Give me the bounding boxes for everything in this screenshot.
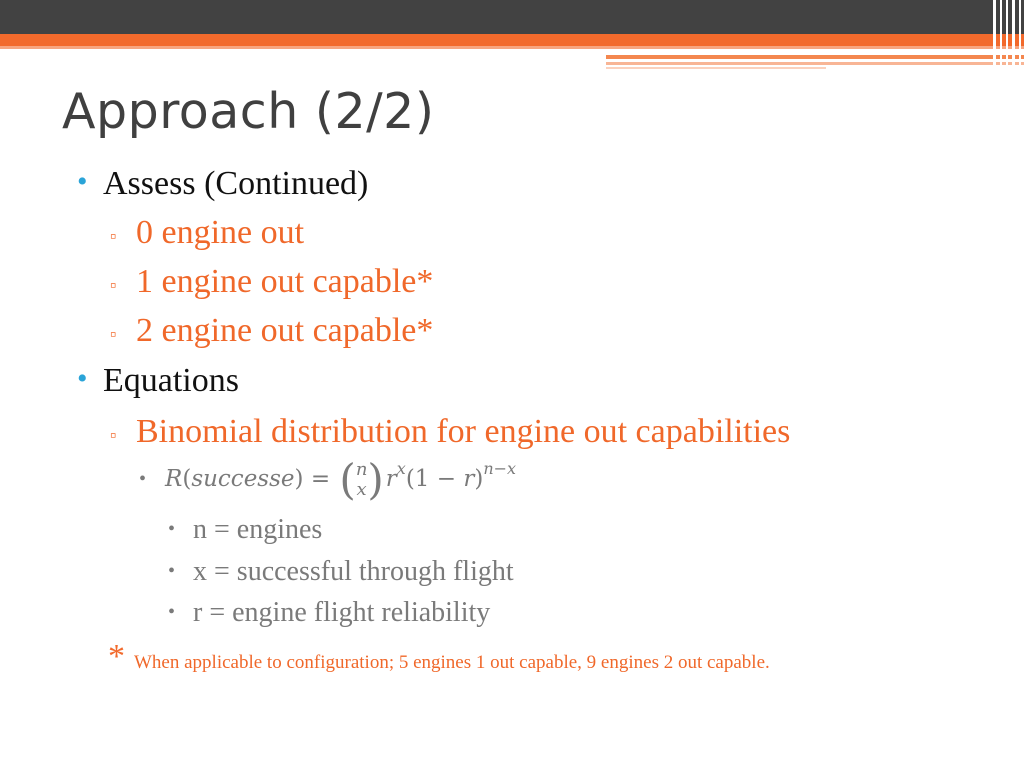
sub-bullet-text: 2 engine out capable* bbox=[136, 312, 434, 349]
sub-bullet-square: ▫ bbox=[110, 226, 117, 246]
header-stripe bbox=[1012, 0, 1015, 70]
equation-bullet: • bbox=[139, 468, 147, 490]
header-stripe bbox=[1000, 0, 1002, 70]
header-stripe bbox=[993, 0, 996, 70]
header-orange-band bbox=[0, 34, 1024, 46]
equation-base: r bbox=[385, 466, 397, 492]
binomial-equation: R(successe) = ( n x )$r^x(1 - r)^{n-x}$ bbox=[165, 455, 517, 504]
sub-bullet-square: ▫ bbox=[110, 324, 117, 344]
equation-factor-var: r bbox=[463, 466, 475, 492]
header-orange-thin-line bbox=[0, 46, 1024, 49]
bullet-dot: • bbox=[77, 165, 88, 198]
binomial-coefficient: ( n x ) bbox=[339, 455, 384, 504]
sub-bullet-text: 0 engine out bbox=[136, 214, 305, 251]
equation-argument: successe bbox=[191, 466, 295, 492]
header-stripe bbox=[1006, 0, 1008, 70]
bullet-dot: • bbox=[77, 362, 88, 395]
header-stripe bbox=[1019, 0, 1021, 70]
equation-function: R bbox=[165, 466, 183, 492]
binom-top: n bbox=[355, 459, 368, 480]
equation-equals: = bbox=[310, 466, 331, 492]
equation-exponent: n−x bbox=[483, 459, 517, 478]
header-accent-line bbox=[606, 62, 1024, 65]
sub-bullet-square: ▫ bbox=[110, 275, 117, 295]
header-dark-bar bbox=[0, 0, 1024, 34]
footnote-asterisk: * bbox=[108, 638, 125, 675]
sub-bullet-text: 1 engine out capable* bbox=[136, 263, 434, 300]
footnote-text: When applicable to configuration; 5 engines 1 out capable, 9 engines 2 out capable. bbox=[134, 652, 770, 673]
sub-bullet-square: ▫ bbox=[110, 425, 117, 445]
slide-title: Approach (2/2) bbox=[62, 83, 435, 140]
header-accent-line bbox=[606, 55, 1024, 59]
definition-bullet: • bbox=[168, 518, 176, 540]
equation-factor-close: ) bbox=[474, 466, 484, 492]
header-accent-line bbox=[606, 67, 826, 69]
equation-exponent: x bbox=[396, 459, 406, 478]
definition-bullet: • bbox=[168, 560, 176, 582]
bullet-text: Assess (Continued) bbox=[103, 165, 369, 202]
binom-bottom: x bbox=[356, 479, 367, 500]
definition-bullet: • bbox=[168, 601, 176, 623]
definition-text: n = engines bbox=[193, 514, 323, 545]
equation-factor-open: (1 − bbox=[405, 466, 464, 492]
sub-bullet-text: Binomial distribution for engine out capabilities bbox=[136, 413, 791, 450]
definition-text: r = engine flight reliability bbox=[193, 597, 491, 628]
bullet-text: Equations bbox=[103, 362, 239, 399]
definition-text: x = successful through flight bbox=[193, 556, 514, 587]
